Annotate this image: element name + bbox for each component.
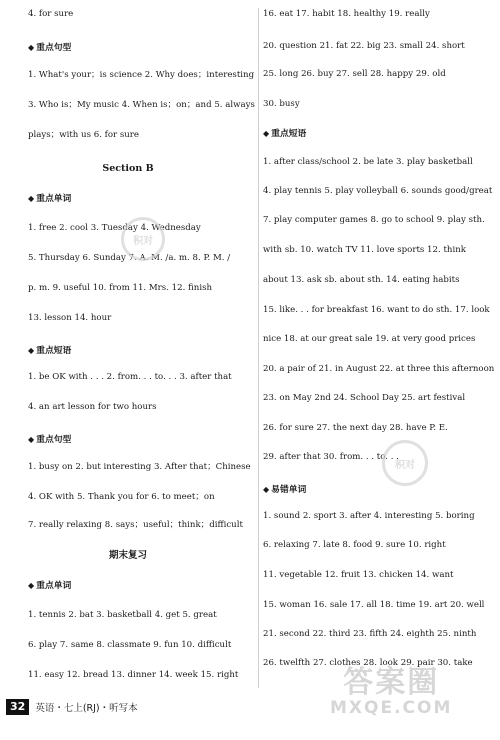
answer-line: nice 18. at our great sale 19. at very good prices — [263, 334, 476, 344]
answer-line: 3. Who is；My music 4. When is；on；and 5. always — [28, 100, 255, 110]
diamond-bullet-icon: ◆ — [28, 434, 35, 444]
diamond-bullet-icon: ◆ — [28, 580, 35, 590]
diamond-bullet-icon: ◆ — [28, 42, 35, 52]
diamond-bullet-icon: ◆ — [263, 128, 270, 138]
answer-line: 1. busy on 2. but interesting 3. After that；Chinese — [28, 462, 251, 472]
site-watermark — [330, 665, 453, 718]
watermark-badge-left — [121, 217, 165, 261]
answer-line: 20. a pair of 21. in August 22. at three this afternoon — [263, 364, 495, 374]
watermark-badge-text: 积对 — [133, 235, 153, 247]
answer-line: 5. Thursday 6. Sunday 7. A. M. /a. m. 8. P. M. / — [28, 253, 231, 263]
answer-line: 7. really relaxing 8. says；useful；think；difficult — [28, 520, 243, 530]
answer-line: 7. play computer games 8. go to school 9. play sth. — [263, 215, 485, 225]
diamond-bullet-icon: ◆ — [28, 345, 35, 355]
section-heading — [28, 42, 71, 54]
watermark-badge-right — [382, 440, 428, 486]
answer-line: 11. easy 12. bread 13. dinner 14. week 15. right — [28, 670, 239, 680]
heading-label: 重点单词 — [36, 581, 72, 591]
answer-line: 1. sound 2. sport 3. after 4. interesting 5. boring — [263, 511, 475, 521]
section-title: 期末复习 — [108, 550, 147, 561]
answer-line: 23. on May 2nd 24. School Day 25. art festival — [263, 393, 466, 403]
section-heading — [263, 484, 306, 496]
answer-line: 16. eat 17. habit 18. healthy 19. really — [263, 9, 430, 19]
answer-line: 25. long 26. buy 27. sell 28. happy 29. old — [263, 69, 446, 79]
book-label: 英语・七上(RJ)・听写本 — [35, 703, 138, 714]
heading-label: 重点短语 — [271, 129, 307, 139]
answer-line: 4. for sure — [28, 9, 74, 19]
heading-label: 重点单词 — [36, 194, 72, 204]
answer-line: 20. question 21. fat 22. big 23. small 24. short — [263, 41, 465, 51]
answer-line: p. m. 9. useful 10. from 11. Mrs. 12. finish — [28, 283, 213, 293]
answer-line: 6. relaxing 7. late 8. food 9. sure 10. right — [263, 540, 446, 550]
column-divider — [258, 8, 259, 688]
site-watermark-url: MXQE.COM — [330, 698, 453, 718]
answer-line: 21. second 22. third 23. fifth 24. eighth 25. ninth — [263, 629, 477, 639]
diamond-bullet-icon: ◆ — [28, 193, 35, 203]
answer-line: 1. free 2. cool 3. Tuesday 4. Wednesday — [28, 223, 201, 233]
answer-line: 6. play 7. same 8. classmate 9. fun 10. difficult — [28, 640, 232, 650]
heading-label: 重点句型 — [36, 43, 72, 53]
answer-line: 13. lesson 14. hour — [28, 313, 112, 323]
section-heading — [28, 580, 71, 592]
answer-line: 26. twelfth 27. clothes 28. look 29. pair 30. take — [263, 658, 473, 668]
answer-line: 1. be OK with . . . 2. from. . . to. . . 3. after that — [28, 372, 232, 382]
page-number: 32 — [6, 699, 29, 715]
site-watermark-cn: 答案圈 — [343, 665, 440, 700]
answer-line: 4. an art lesson for two hours — [28, 402, 157, 412]
heading-label: 重点句型 — [36, 435, 72, 445]
answer-line: 15. like. . . for breakfast 16. want to do sth. 17. look — [263, 305, 490, 315]
section-heading — [263, 128, 306, 140]
heading-label: 易错单词 — [271, 485, 307, 495]
answer-line: 29. after that 30. from. . . to. . . — [263, 452, 399, 462]
answer-line: 1. tennis 2. bat 3. basketball 4. get 5. great — [28, 610, 217, 620]
diamond-bullet-icon: ◆ — [263, 484, 270, 494]
answer-line: 26. for sure 27. the next day 28. have P. E. — [263, 423, 448, 433]
answer-line: 15. woman 16. sale 17. all 18. time 19. art 20. well — [263, 600, 485, 610]
section-heading — [28, 193, 71, 205]
answer-line: 11. vegetable 12. fruit 13. chicken 14. want — [263, 570, 454, 580]
answer-line: 30. busy — [263, 99, 300, 109]
answer-line: 4. play tennis 5. play volleyball 6. sounds good/great — [263, 186, 493, 196]
answer-line: 1. What's your；is science 2. Why does；interesting — [28, 70, 255, 80]
heading-label: 重点短语 — [36, 346, 72, 356]
section-title: Section B — [102, 163, 154, 174]
answer-line: plays；with us 6. for sure — [28, 130, 139, 140]
answer-line: with sb. 10. watch TV 11. love sports 12. think — [263, 245, 466, 255]
page-footer — [6, 699, 138, 715]
section-heading — [28, 345, 71, 357]
answer-line: 1. after class/school 2. be late 3. play basketball — [263, 157, 473, 167]
watermark-badge-text: 积对 — [395, 459, 415, 471]
section-heading — [28, 434, 71, 446]
answer-line: 4. OK with 5. Thank you for 6. to meet；on — [28, 492, 215, 502]
answer-line: about 13. ask sb. about sth. 14. eating habits — [263, 275, 460, 285]
